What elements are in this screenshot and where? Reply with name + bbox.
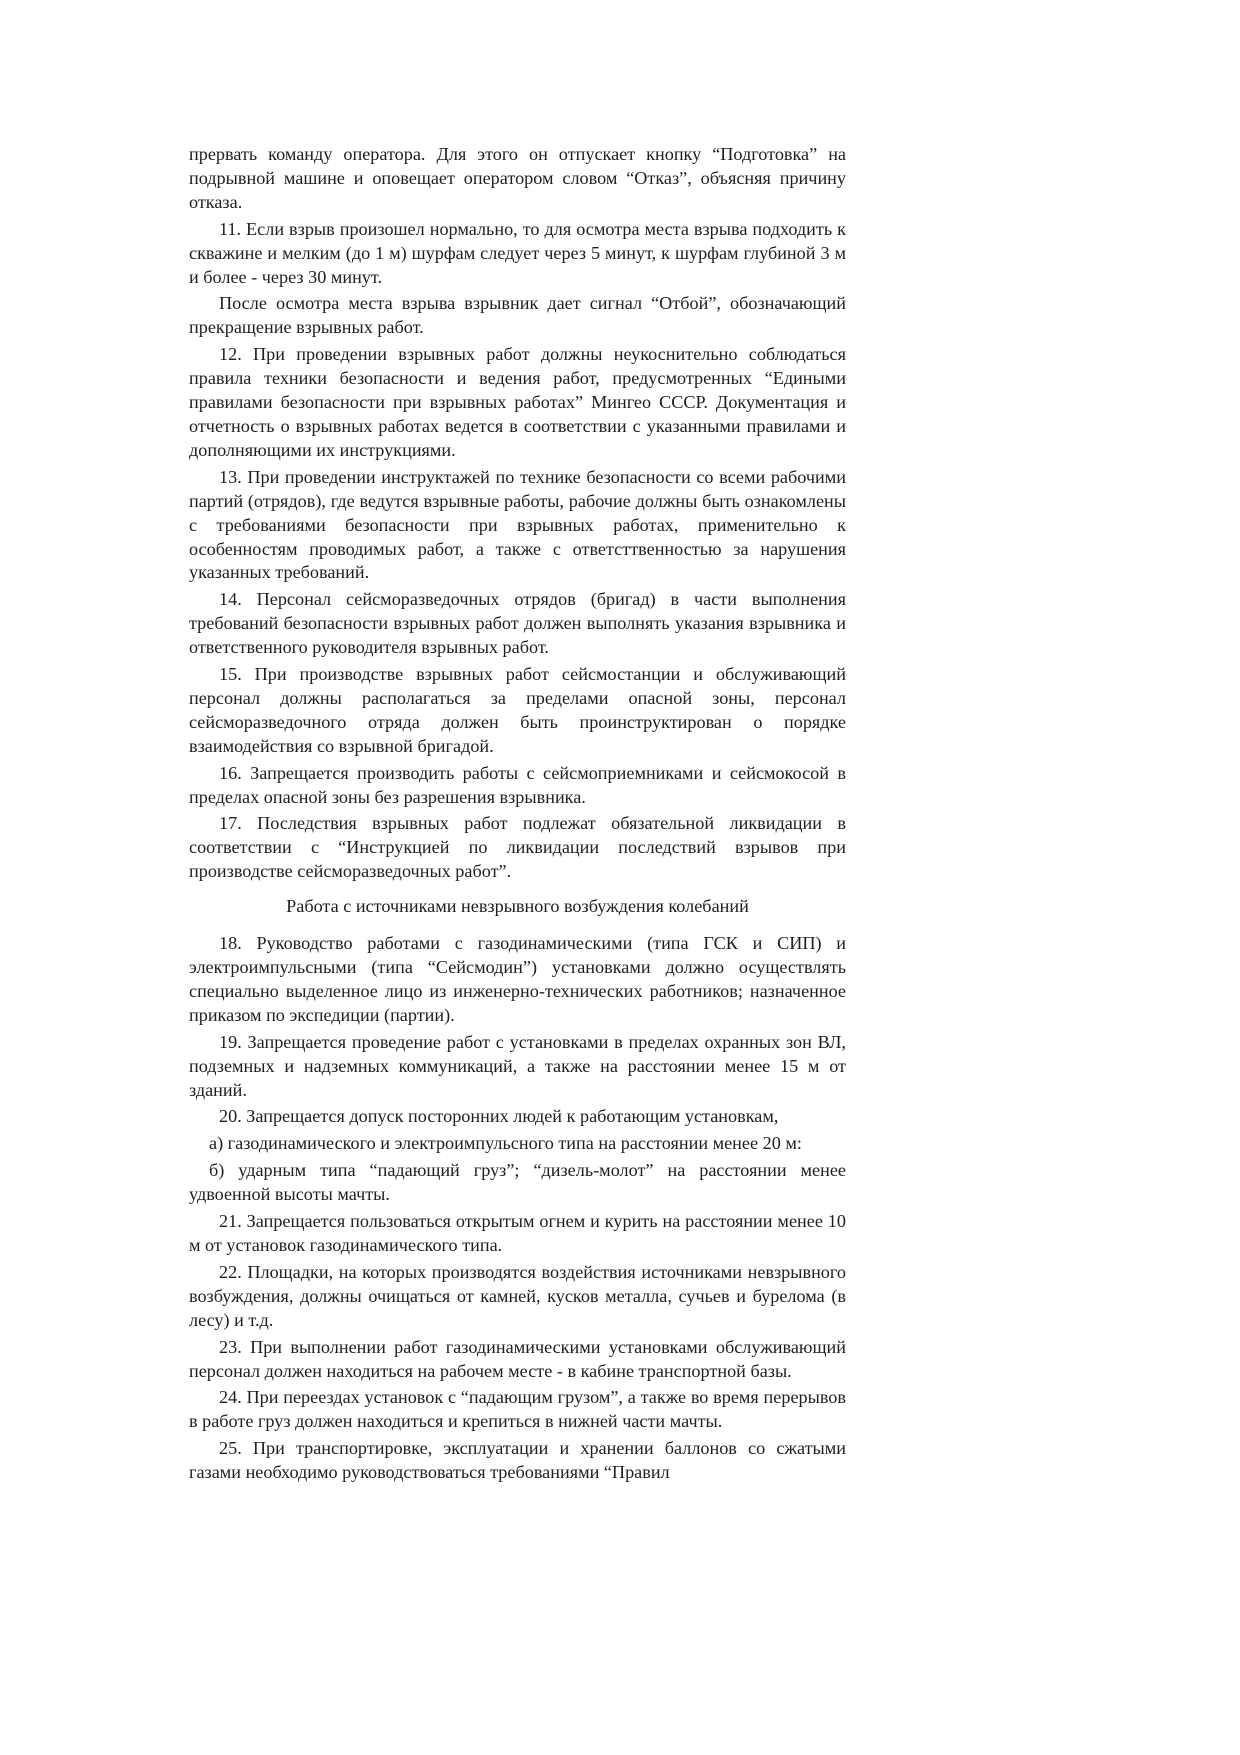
paragraph-item-17: 17. Последствия взрывных работ подлежат обязательной ликвидации в соответствии с “Инструкцией по ликвидации последствий взрывов при производстве сейсморазведочных работ”. (189, 813, 846, 882)
paragraph-item-16: 16. Запрещается производить работы с сейсмоприемниками и сейсмокосой в пределах опасной зоны без разрешения взрывника. (189, 762, 846, 807)
document-page (189, 143, 846, 1488)
paragraph-item-21: 21. Запрещается пользоваться открытым огнем и курить на расстоянии менее 10 м от установок газодинамического типа. (189, 1211, 846, 1255)
paragraph-item-25: 25. При транспортировке, эксплуатации и хранении баллонов со сжатыми газами необходимо руководствоваться требованиями “Правил (189, 1438, 846, 1483)
paragraph-item-24: 24. При переездах установок с “падающим грузом”, а также во время перерывов в работе груз должен находиться и крепиться в нижней части мачты. (189, 1387, 846, 1432)
paragraph-after-inspection: После осмотра места взрыва взрывник дает сигнал “Отбой”, обозначающий прекращение взрывных работ. (189, 293, 846, 338)
paragraph-item-23: 23. При выполнении работ газодинамическими установками обслуживающий персонал должен находиться на рабочем месте - в кабине транспортной базы. (189, 1336, 846, 1381)
paragraph-item-22: 22. Площадки, на которых производятся воздействия источниками невзрывного возбуждения, должны очищаться от камней, кусков металла, сучьев и бурелома (в лесу) и т.д. (189, 1261, 846, 1330)
section-heading: Работа с источниками невзрывного возбуждения колебаний (286, 896, 749, 917)
paragraph-item-12: 12. При проведении взрывных работ должны неукоснительно соблюдаться правила техники безопасности и ведения работ, предусмотренных “Едиными правилами безопасности при взрывных работах” Мингео СССР. Документация и отчетность о взрывных работах ведется в соответствии с указанными правилами и дополняющими их инструкциями. (189, 344, 846, 460)
paragraph-item-20a: а) газодинамического и электроимпульсного типа на расстоянии менее 20 м: (209, 1133, 802, 1154)
paragraph-item-20b: б) ударным типа “падающий груз”; “дизель-молот” на расстоянии менее удвоенной высоты мачты. (189, 1160, 846, 1205)
paragraph-item-11: 11. Если взрыв произошел нормально, то для осмотра места взрыва подходить к скважине и мелким (до 1 м) шурфам следует через 5 минут, к шурфам глубиной 3 м и более - через 30 минут. (189, 218, 846, 287)
paragraph-item-14: 14. Персонал сейсморазведочных отрядов (бригад) в части выполнения требований безопасности взрывных работ должен выполнять указания взрывника и ответственного руководителя взрывных работ. (189, 589, 846, 658)
paragraph-continuation: прервать команду оператора. Для этого он отпускает кнопку “Подготовка” на подрывной машине и оповещает оператором словом “Отказ”, объясняя причину отказа. (189, 144, 846, 212)
paragraph-item-18: 18. Руководство работами с газодинамическими (типа ГСК и СИП) и электроимпульсными (типа “Сейсмодин”) установками должно осуществлять специально выделенное лицо из инженерно-технических работников; назначенное приказом по экспедиции (партии). (189, 933, 846, 1025)
paragraph-item-20: 20. Запрещается допуск посторонних людей к работающим установкам, (219, 1106, 779, 1127)
paragraph-item-15: 15. При производстве взрывных работ сейсмостанции и обслуживающий персонал должны располагаться за пределами опасной зоны, персонал сейсморазведочного отряда должен быть проинструктирован о порядке взаимодействия со взрывной бригадой. (189, 664, 846, 756)
paragraph-item-19: 19. Запрещается проведение работ с установками в пределах охранных зон ВЛ, подземных и надземных коммуникаций, а также на расстоянии менее 15 м от зданий. (189, 1031, 846, 1100)
paragraph-item-13: 13. При проведении инструктажей по технике безопасности со всеми рабочими партий (отрядов), где ведутся взрывные работы, рабочие должны быть ознакомлены с требованиями безопасности при взрывных работах, применительно к особенностям проводимых работ, а также с ответсттвенностью за нарушения указанных требований. (189, 466, 846, 583)
